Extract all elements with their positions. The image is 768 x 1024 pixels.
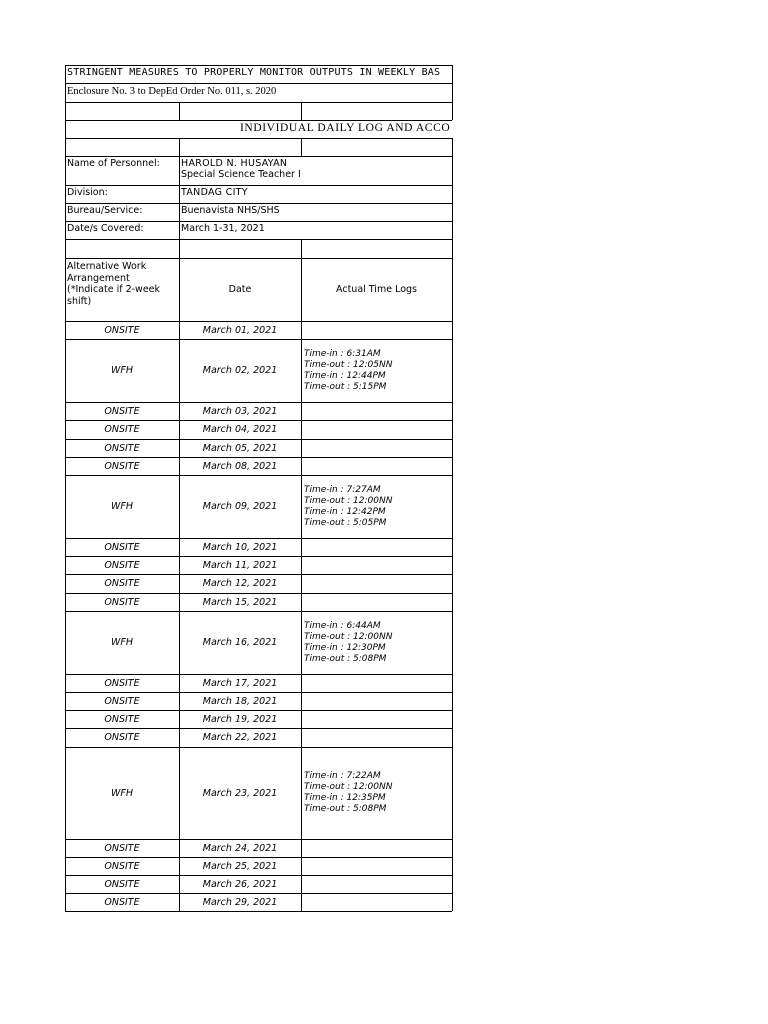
grid-line — [65, 221, 452, 222]
grid-line — [65, 911, 452, 912]
grid-line — [452, 857, 453, 875]
date-cell: March 29, 2021 — [202, 896, 278, 908]
grid-line — [65, 83, 452, 84]
arrangement-cell: ONSITE — [104, 405, 140, 417]
stringent-measures-title: STRINGENT MEASURES TO PROPERLY MONITOR OUTPUTS IN WEEKLY BAS — [67, 67, 441, 78]
grid-line — [65, 839, 452, 840]
position-value: Special Science Teacher I — [181, 169, 301, 180]
time-log-line: Time-out : 5:05PM — [304, 517, 387, 528]
grid-line — [65, 710, 452, 711]
date-cell: March 10, 2021 — [202, 541, 278, 553]
grid-line — [452, 457, 453, 475]
grid-line — [301, 321, 302, 339]
grid-line — [452, 692, 453, 710]
time-log-line: Time-in : 6:31AM — [304, 348, 381, 359]
time-log-line: Time-in : 6:44AM — [304, 620, 381, 631]
grid-line — [301, 674, 302, 692]
grid-line — [452, 321, 453, 339]
date-cell: March 04, 2021 — [202, 424, 278, 435]
grid-line — [65, 239, 452, 240]
time-log-line: Time-in : 12:44PM — [304, 370, 386, 381]
date-cell: March 15, 2021 — [202, 596, 278, 608]
grid-line — [452, 402, 453, 420]
time-log-line: Time-in : 12:35PM — [304, 793, 386, 803]
arrangement-cell: WFH — [110, 787, 133, 799]
time-log-line: Time-in : 12:30PM — [304, 642, 386, 653]
grid-line — [301, 138, 302, 156]
division-label: Division: — [67, 187, 108, 198]
date-cell: March 12, 2021 — [202, 578, 278, 589]
grid-line — [301, 439, 302, 457]
arrangement-cell: ONSITE — [104, 541, 140, 553]
grid-line — [452, 574, 453, 593]
time-log-line: Time-in : 12:42PM — [304, 506, 386, 517]
enclosure-reference: Enclosure No. 3 to DepEd Order No. 011, s. 2020 — [67, 86, 277, 97]
grid-line — [65, 475, 452, 476]
grid-line — [452, 893, 453, 911]
grid-line — [179, 102, 180, 120]
time-log-line: Time-out : 5:08PM — [304, 653, 387, 664]
grid-line — [301, 728, 302, 747]
date-cell: March 23, 2021 — [202, 787, 278, 799]
grid-line — [65, 893, 452, 894]
arrangement-cell: ONSITE — [104, 559, 140, 571]
time-log-line: Time-out : 12:00NN — [304, 782, 393, 792]
dates-value: March 1-31, 2021 — [181, 223, 265, 234]
arrangement-cell: ONSITE — [104, 732, 140, 743]
date-cell: March 18, 2021 — [202, 695, 278, 707]
grid-line — [452, 839, 453, 857]
arrangement-cell: ONSITE — [104, 713, 140, 725]
grid-line — [65, 875, 452, 876]
grid-line — [301, 747, 302, 839]
grid-line — [65, 420, 452, 421]
grid-line — [452, 875, 453, 893]
grid-line — [452, 439, 453, 457]
arrangement-cell: WFH — [110, 365, 133, 376]
grid-line — [301, 420, 302, 439]
arrangement-cell: WFH — [110, 637, 133, 648]
grid-line — [65, 556, 452, 557]
logs-column-header: Actual Time Logs — [336, 284, 417, 295]
arrangement-cell: ONSITE — [104, 842, 140, 854]
grid-line — [301, 457, 302, 475]
arrangement-cell: ONSITE — [104, 860, 140, 872]
grid-line — [301, 239, 302, 321]
time-log-line: Time-out : 12:05NN — [304, 359, 393, 370]
grid-line — [452, 138, 453, 239]
grid-line — [301, 402, 302, 420]
date-cell: March 02, 2021 — [202, 365, 278, 376]
grid-line — [452, 420, 453, 439]
grid-line — [301, 893, 302, 911]
date-cell: March 11, 2021 — [202, 559, 278, 571]
grid-line — [65, 402, 452, 403]
grid-line — [301, 839, 302, 857]
time-log-line: Time-out : 5:08PM — [304, 804, 387, 814]
arrangement-cell: ONSITE — [104, 442, 140, 454]
arrangement-cell: WFH — [110, 501, 133, 512]
grid-line — [65, 339, 452, 340]
grid-line — [65, 203, 452, 204]
bureau-label: Bureau/Service: — [67, 205, 143, 216]
grid-line — [452, 65, 453, 120]
log-title: INDIVIDUAL DAILY LOG AND ACCO — [240, 123, 451, 134]
grid-line — [65, 321, 452, 322]
grid-line — [65, 674, 452, 675]
time-log-line: Time-in : 7:22AM — [304, 771, 381, 781]
date-cell: March 03, 2021 — [202, 405, 278, 417]
arrangement-cell: ONSITE — [104, 878, 140, 890]
grid-line — [301, 339, 302, 402]
grid-line — [452, 674, 453, 692]
name-value: HAROLD N. HUSAYAN — [181, 158, 288, 169]
grid-line — [65, 692, 452, 693]
date-cell: March 22, 2021 — [202, 732, 278, 743]
date-cell: March 17, 2021 — [202, 677, 278, 689]
grid-line — [65, 538, 452, 539]
grid-line — [301, 875, 302, 893]
arrangement-cell: ONSITE — [104, 695, 140, 707]
division-value: TANDAG CITY — [181, 187, 248, 198]
arrangement-cell: ONSITE — [104, 424, 140, 435]
date-cell: March 09, 2021 — [202, 501, 278, 512]
grid-line — [65, 102, 452, 103]
grid-line — [65, 439, 452, 440]
arrangement-column-header: Alternative Work Arrangement (*Indicate if 2-week shift) — [67, 261, 161, 307]
grid-line — [301, 857, 302, 875]
grid-line — [65, 65, 452, 66]
date-cell: March 24, 2021 — [202, 842, 278, 854]
arrangement-cell: ONSITE — [104, 324, 140, 336]
grid-line — [65, 258, 452, 259]
date-cell: March 25, 2021 — [202, 860, 278, 872]
date-cell: March 01, 2021 — [202, 324, 278, 336]
time-log-line: Time-out : 12:00NN — [304, 631, 393, 642]
date-cell: March 08, 2021 — [202, 460, 278, 472]
date-column-header: Date — [228, 284, 252, 295]
grid-line — [65, 574, 452, 575]
grid-line — [65, 857, 452, 858]
grid-line — [452, 339, 453, 402]
arrangement-cell: ONSITE — [104, 677, 140, 689]
grid-line — [301, 593, 302, 611]
grid-line — [65, 728, 452, 729]
grid-line — [301, 102, 302, 120]
grid-line — [452, 593, 453, 611]
grid-line — [65, 747, 452, 748]
grid-line — [65, 457, 452, 458]
grid-line — [301, 574, 302, 593]
date-cell: March 26, 2021 — [202, 878, 278, 890]
arrangement-cell: ONSITE — [104, 596, 140, 608]
grid-line — [65, 65, 66, 321]
time-log-line: Time-out : 12:00NN — [304, 495, 393, 506]
grid-line — [452, 538, 453, 556]
arrangement-cell: ONSITE — [104, 896, 140, 908]
grid-line — [301, 556, 302, 574]
arrangement-cell: ONSITE — [104, 460, 140, 472]
time-log-line: Time-in : 7:27AM — [304, 484, 381, 495]
grid-line — [65, 185, 452, 186]
grid-line — [452, 747, 453, 839]
grid-line — [452, 611, 453, 674]
name-label: Name of Personnel: — [67, 158, 160, 169]
grid-line — [452, 475, 453, 538]
grid-line — [452, 728, 453, 747]
grid-line — [65, 120, 452, 121]
grid-line — [301, 710, 302, 728]
date-cell: March 19, 2021 — [202, 713, 278, 725]
grid-line — [65, 593, 452, 594]
grid-line — [452, 710, 453, 728]
bureau-value: Buenavista NHS/SHS — [181, 205, 280, 216]
grid-line — [301, 538, 302, 556]
grid-line — [452, 556, 453, 574]
grid-line — [301, 692, 302, 710]
dates-label: Date/s Covered: — [67, 223, 144, 234]
arrangement-cell: ONSITE — [104, 578, 140, 589]
grid-line — [65, 138, 452, 139]
grid-line — [65, 156, 452, 157]
grid-line — [65, 611, 452, 612]
time-log-line: Time-out : 5:15PM — [304, 381, 387, 392]
date-cell: March 16, 2021 — [202, 637, 278, 648]
grid-line — [301, 611, 302, 674]
grid-line — [452, 239, 453, 321]
grid-line — [301, 475, 302, 538]
date-cell: March 05, 2021 — [202, 442, 278, 454]
